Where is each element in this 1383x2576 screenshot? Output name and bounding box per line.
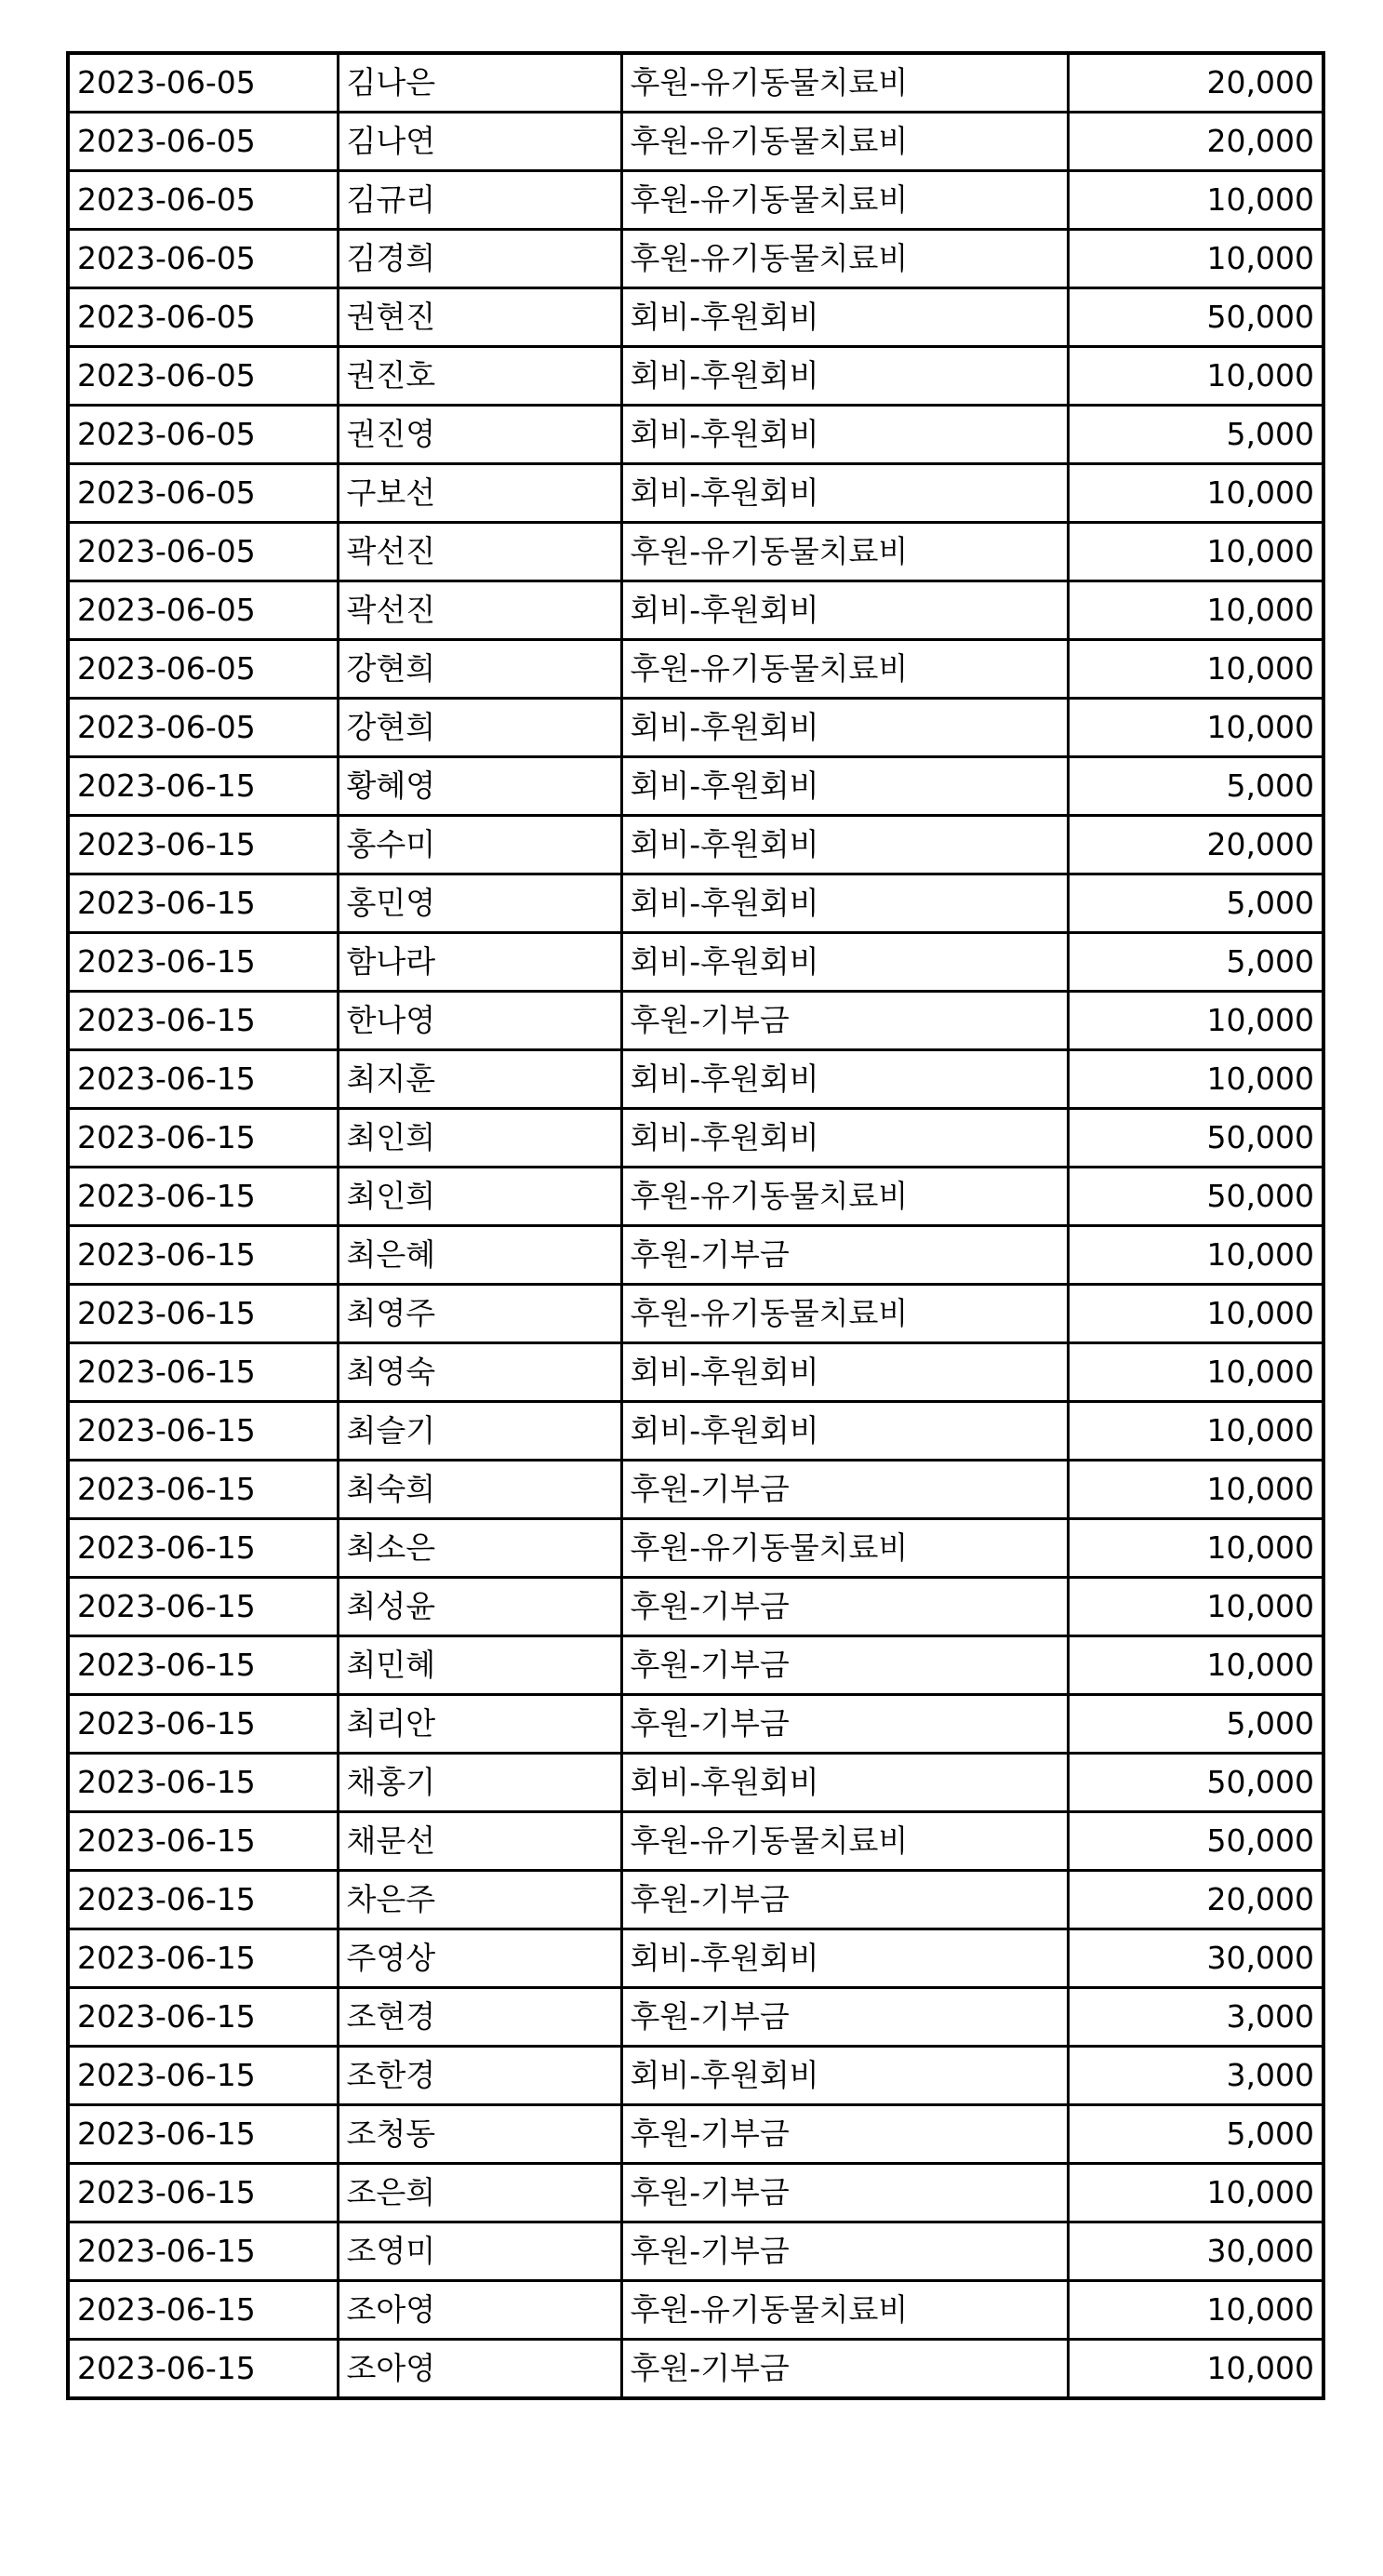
amount-cell: 10,000 bbox=[1068, 2340, 1323, 2399]
amount-cell: 10,000 bbox=[1068, 1636, 1323, 1695]
amount-cell: 10,000 bbox=[1068, 2281, 1323, 2340]
table-row bbox=[68, 2281, 1323, 2340]
amount-cell: 5,000 bbox=[1068, 757, 1323, 816]
category-cell: 후원-유기동물치료비 bbox=[621, 2281, 1068, 2340]
table-row bbox=[68, 1402, 1323, 1461]
donor-name-cell: 곽선진 bbox=[338, 523, 621, 581]
table-row bbox=[68, 1929, 1323, 1988]
category-cell: 후원-기부금 bbox=[621, 2340, 1068, 2399]
category-cell: 회비-후원회비 bbox=[621, 581, 1068, 640]
amount-cell: 30,000 bbox=[1068, 2222, 1323, 2281]
date-cell: 2023-06-05 bbox=[68, 288, 338, 347]
donor-name-cell: 강현희 bbox=[338, 640, 621, 699]
amount-cell: 10,000 bbox=[1068, 1226, 1323, 1285]
date-cell: 2023-06-05 bbox=[68, 53, 338, 113]
table-row bbox=[68, 1050, 1323, 1109]
table-row bbox=[68, 2105, 1323, 2164]
date-cell: 2023-06-15 bbox=[68, 1578, 338, 1636]
donor-name-cell: 채홍기 bbox=[338, 1754, 621, 1812]
amount-cell: 20,000 bbox=[1068, 816, 1323, 874]
table-row bbox=[68, 1754, 1323, 1812]
date-cell: 2023-06-05 bbox=[68, 699, 338, 757]
donor-name-cell: 곽선진 bbox=[338, 581, 621, 640]
date-cell: 2023-06-15 bbox=[68, 1754, 338, 1812]
table-row bbox=[68, 1109, 1323, 1168]
amount-cell: 10,000 bbox=[1068, 464, 1323, 523]
category-cell: 회비-후원회비 bbox=[621, 464, 1068, 523]
donor-name-cell: 홍민영 bbox=[338, 874, 621, 933]
donor-name-cell: 최숙희 bbox=[338, 1461, 621, 1519]
table-row bbox=[68, 53, 1323, 113]
donor-name-cell: 조은희 bbox=[338, 2164, 621, 2222]
category-cell: 회비-후원회비 bbox=[621, 757, 1068, 816]
donor-name-cell: 채문선 bbox=[338, 1812, 621, 1871]
table-row bbox=[68, 464, 1323, 523]
table-row bbox=[68, 1636, 1323, 1695]
category-cell: 후원-기부금 bbox=[621, 1695, 1068, 1754]
donation-ledger-table bbox=[66, 51, 1325, 2400]
amount-cell: 10,000 bbox=[1068, 992, 1323, 1050]
amount-cell: 50,000 bbox=[1068, 1109, 1323, 1168]
category-cell: 후원-기부금 bbox=[621, 992, 1068, 1050]
date-cell: 2023-06-15 bbox=[68, 2164, 338, 2222]
amount-cell: 10,000 bbox=[1068, 1461, 1323, 1519]
date-cell: 2023-06-15 bbox=[68, 1988, 338, 2047]
table-row bbox=[68, 1695, 1323, 1754]
date-cell: 2023-06-15 bbox=[68, 1285, 338, 1343]
amount-cell: 10,000 bbox=[1068, 1578, 1323, 1636]
category-cell: 회비-후원회비 bbox=[621, 933, 1068, 992]
category-cell: 회비-후원회비 bbox=[621, 1929, 1068, 1988]
date-cell: 2023-06-15 bbox=[68, 2222, 338, 2281]
date-cell: 2023-06-15 bbox=[68, 757, 338, 816]
donor-name-cell: 조아영 bbox=[338, 2340, 621, 2399]
donor-name-cell: 차은주 bbox=[338, 1871, 621, 1929]
date-cell: 2023-06-15 bbox=[68, 1871, 338, 1929]
table-row bbox=[68, 113, 1323, 171]
category-cell: 후원-유기동물치료비 bbox=[621, 53, 1068, 113]
category-cell: 후원-기부금 bbox=[621, 1461, 1068, 1519]
donor-name-cell: 김규리 bbox=[338, 171, 621, 230]
date-cell: 2023-06-15 bbox=[68, 2340, 338, 2399]
date-cell: 2023-06-15 bbox=[68, 1929, 338, 1988]
table-row bbox=[68, 2164, 1323, 2222]
category-cell: 회비-후원회비 bbox=[621, 406, 1068, 464]
table-row bbox=[68, 2340, 1323, 2399]
donor-name-cell: 최민혜 bbox=[338, 1636, 621, 1695]
category-cell: 후원-기부금 bbox=[621, 1226, 1068, 1285]
amount-cell: 50,000 bbox=[1068, 1754, 1323, 1812]
donor-name-cell: 권현진 bbox=[338, 288, 621, 347]
amount-cell: 5,000 bbox=[1068, 406, 1323, 464]
donor-name-cell: 조아영 bbox=[338, 2281, 621, 2340]
amount-cell: 10,000 bbox=[1068, 230, 1323, 288]
table-row bbox=[68, 523, 1323, 581]
amount-cell: 10,000 bbox=[1068, 699, 1323, 757]
table-row bbox=[68, 406, 1323, 464]
date-cell: 2023-06-15 bbox=[68, 1343, 338, 1402]
table-row bbox=[68, 933, 1323, 992]
amount-cell: 10,000 bbox=[1068, 1402, 1323, 1461]
amount-cell: 3,000 bbox=[1068, 2047, 1323, 2105]
table-row bbox=[68, 581, 1323, 640]
table-row bbox=[68, 1168, 1323, 1226]
donor-name-cell: 권진영 bbox=[338, 406, 621, 464]
table-row bbox=[68, 1871, 1323, 1929]
donor-name-cell: 조한경 bbox=[338, 2047, 621, 2105]
category-cell: 후원-유기동물치료비 bbox=[621, 1519, 1068, 1578]
date-cell: 2023-06-15 bbox=[68, 1402, 338, 1461]
table-row bbox=[68, 640, 1323, 699]
category-cell: 회비-후원회비 bbox=[621, 874, 1068, 933]
date-cell: 2023-06-15 bbox=[68, 2281, 338, 2340]
amount-cell: 30,000 bbox=[1068, 1929, 1323, 1988]
amount-cell: 10,000 bbox=[1068, 2164, 1323, 2222]
category-cell: 회비-후원회비 bbox=[621, 1402, 1068, 1461]
donor-name-cell: 홍수미 bbox=[338, 816, 621, 874]
donor-name-cell: 한나영 bbox=[338, 992, 621, 1050]
amount-cell: 10,000 bbox=[1068, 1285, 1323, 1343]
amount-cell: 5,000 bbox=[1068, 2105, 1323, 2164]
date-cell: 2023-06-15 bbox=[68, 1226, 338, 1285]
amount-cell: 10,000 bbox=[1068, 581, 1323, 640]
date-cell: 2023-06-15 bbox=[68, 1636, 338, 1695]
date-cell: 2023-06-05 bbox=[68, 230, 338, 288]
category-cell: 회비-후원회비 bbox=[621, 2047, 1068, 2105]
date-cell: 2023-06-05 bbox=[68, 406, 338, 464]
category-cell: 후원-유기동물치료비 bbox=[621, 523, 1068, 581]
category-cell: 회비-후원회비 bbox=[621, 1109, 1068, 1168]
table-row bbox=[68, 2222, 1323, 2281]
amount-cell: 10,000 bbox=[1068, 347, 1323, 406]
date-cell: 2023-06-15 bbox=[68, 1812, 338, 1871]
table-row bbox=[68, 699, 1323, 757]
amount-cell: 5,000 bbox=[1068, 1695, 1323, 1754]
table-row bbox=[68, 347, 1323, 406]
table-row bbox=[68, 2047, 1323, 2105]
date-cell: 2023-06-15 bbox=[68, 992, 338, 1050]
date-cell: 2023-06-05 bbox=[68, 640, 338, 699]
donor-name-cell: 최인희 bbox=[338, 1109, 621, 1168]
table-row bbox=[68, 816, 1323, 874]
amount-cell: 20,000 bbox=[1068, 1871, 1323, 1929]
donor-name-cell: 최은혜 bbox=[338, 1226, 621, 1285]
amount-cell: 10,000 bbox=[1068, 640, 1323, 699]
table-row bbox=[68, 1812, 1323, 1871]
table-row bbox=[68, 1285, 1323, 1343]
category-cell: 후원-기부금 bbox=[621, 2164, 1068, 2222]
amount-cell: 10,000 bbox=[1068, 523, 1323, 581]
category-cell: 회비-후원회비 bbox=[621, 1050, 1068, 1109]
date-cell: 2023-06-15 bbox=[68, 1050, 338, 1109]
donor-name-cell: 최성윤 bbox=[338, 1578, 621, 1636]
date-cell: 2023-06-15 bbox=[68, 933, 338, 992]
category-cell: 후원-유기동물치료비 bbox=[621, 1168, 1068, 1226]
table-row bbox=[68, 288, 1323, 347]
category-cell: 후원-기부금 bbox=[621, 1636, 1068, 1695]
table-row bbox=[68, 874, 1323, 933]
donor-name-cell: 최리안 bbox=[338, 1695, 621, 1754]
category-cell: 후원-유기동물치료비 bbox=[621, 113, 1068, 171]
category-cell: 회비-후원회비 bbox=[621, 347, 1068, 406]
amount-cell: 10,000 bbox=[1068, 1519, 1323, 1578]
date-cell: 2023-06-05 bbox=[68, 464, 338, 523]
date-cell: 2023-06-05 bbox=[68, 581, 338, 640]
date-cell: 2023-06-05 bbox=[68, 171, 338, 230]
table-row bbox=[68, 1988, 1323, 2047]
table-row bbox=[68, 757, 1323, 816]
date-cell: 2023-06-15 bbox=[68, 874, 338, 933]
table-row bbox=[68, 1226, 1323, 1285]
category-cell: 후원-유기동물치료비 bbox=[621, 1812, 1068, 1871]
donor-name-cell: 조영미 bbox=[338, 2222, 621, 2281]
donor-name-cell: 최인희 bbox=[338, 1168, 621, 1226]
category-cell: 회비-후원회비 bbox=[621, 1343, 1068, 1402]
amount-cell: 20,000 bbox=[1068, 113, 1323, 171]
donor-name-cell: 조현경 bbox=[338, 1988, 621, 2047]
date-cell: 2023-06-05 bbox=[68, 113, 338, 171]
category-cell: 후원-기부금 bbox=[621, 1578, 1068, 1636]
table-row bbox=[68, 1519, 1323, 1578]
table-row bbox=[68, 1461, 1323, 1519]
donor-name-cell: 강현희 bbox=[338, 699, 621, 757]
amount-cell: 5,000 bbox=[1068, 874, 1323, 933]
date-cell: 2023-06-15 bbox=[68, 1695, 338, 1754]
date-cell: 2023-06-15 bbox=[68, 1109, 338, 1168]
category-cell: 후원-기부금 bbox=[621, 1988, 1068, 2047]
donor-name-cell: 김경희 bbox=[338, 230, 621, 288]
date-cell: 2023-06-15 bbox=[68, 2105, 338, 2164]
amount-cell: 20,000 bbox=[1068, 53, 1323, 113]
donor-name-cell: 황혜영 bbox=[338, 757, 621, 816]
ledger-body bbox=[68, 53, 1323, 2398]
amount-cell: 5,000 bbox=[1068, 933, 1323, 992]
donor-name-cell: 주영상 bbox=[338, 1929, 621, 1988]
category-cell: 후원-기부금 bbox=[621, 2222, 1068, 2281]
table-row bbox=[68, 1343, 1323, 1402]
date-cell: 2023-06-15 bbox=[68, 816, 338, 874]
category-cell: 후원-유기동물치료비 bbox=[621, 1285, 1068, 1343]
amount-cell: 50,000 bbox=[1068, 288, 1323, 347]
donor-name-cell: 최지훈 bbox=[338, 1050, 621, 1109]
donor-name-cell: 함나라 bbox=[338, 933, 621, 992]
donor-name-cell: 최영숙 bbox=[338, 1343, 621, 1402]
category-cell: 후원-기부금 bbox=[621, 1871, 1068, 1929]
category-cell: 후원-기부금 bbox=[621, 2105, 1068, 2164]
category-cell: 후원-유기동물치료비 bbox=[621, 640, 1068, 699]
amount-cell: 50,000 bbox=[1068, 1812, 1323, 1871]
amount-cell: 3,000 bbox=[1068, 1988, 1323, 2047]
date-cell: 2023-06-05 bbox=[68, 347, 338, 406]
date-cell: 2023-06-15 bbox=[68, 1168, 338, 1226]
category-cell: 회비-후원회비 bbox=[621, 288, 1068, 347]
amount-cell: 50,000 bbox=[1068, 1168, 1323, 1226]
date-cell: 2023-06-15 bbox=[68, 1461, 338, 1519]
date-cell: 2023-06-05 bbox=[68, 523, 338, 581]
category-cell: 회비-후원회비 bbox=[621, 816, 1068, 874]
category-cell: 회비-후원회비 bbox=[621, 1754, 1068, 1812]
donor-name-cell: 최영주 bbox=[338, 1285, 621, 1343]
table-row bbox=[68, 992, 1323, 1050]
donor-name-cell: 최슬기 bbox=[338, 1402, 621, 1461]
amount-cell: 10,000 bbox=[1068, 1050, 1323, 1109]
table-row bbox=[68, 230, 1323, 288]
donor-name-cell: 조청동 bbox=[338, 2105, 621, 2164]
donor-name-cell: 권진호 bbox=[338, 347, 621, 406]
category-cell: 회비-후원회비 bbox=[621, 699, 1068, 757]
date-cell: 2023-06-15 bbox=[68, 1519, 338, 1578]
amount-cell: 10,000 bbox=[1068, 1343, 1323, 1402]
donor-name-cell: 김나연 bbox=[338, 113, 621, 171]
table-row bbox=[68, 1578, 1323, 1636]
table-row bbox=[68, 171, 1323, 230]
category-cell: 후원-유기동물치료비 bbox=[621, 230, 1068, 288]
amount-cell: 10,000 bbox=[1068, 171, 1323, 230]
date-cell: 2023-06-15 bbox=[68, 2047, 338, 2105]
donor-name-cell: 구보선 bbox=[338, 464, 621, 523]
donor-name-cell: 김나은 bbox=[338, 53, 621, 113]
category-cell: 후원-유기동물치료비 bbox=[621, 171, 1068, 230]
donor-name-cell: 최소은 bbox=[338, 1519, 621, 1578]
